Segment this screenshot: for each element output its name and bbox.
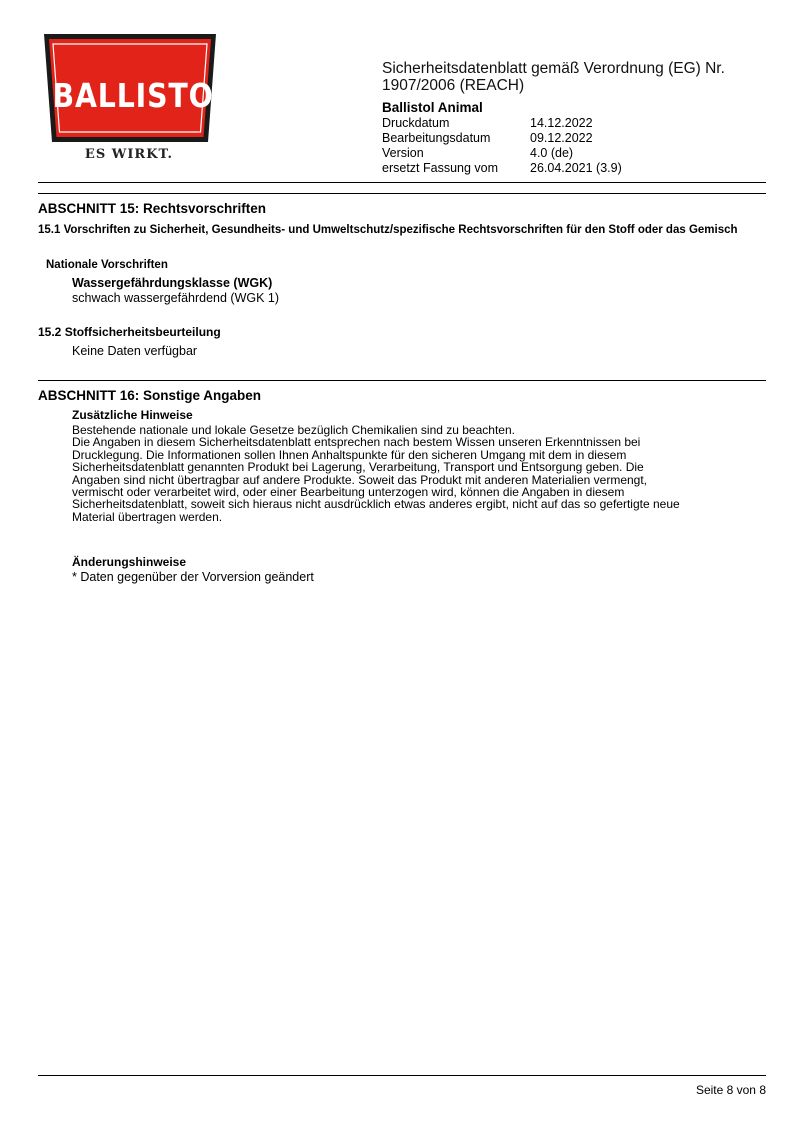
header-divider — [38, 182, 766, 183]
ballistol-logo — [40, 30, 242, 170]
document-meta — [382, 116, 622, 176]
section-15-2-heading: 15.2 Stoffsicherheitsbeurteilung — [38, 325, 221, 339]
meta-label: Druckdatum — [382, 116, 450, 130]
section-divider — [38, 380, 766, 381]
section-16-title: ABSCHNITT 16: Sonstige Angaben — [38, 388, 262, 403]
document-title: Sicherheitsdatenblatt gemäß Verordnung (EG) Nr. 1907/2006 (REACH) — [382, 60, 725, 94]
changes-text: * Daten gegenüber der Vorversion geändert — [72, 570, 314, 584]
meta-value: 14.12.2022 — [530, 116, 593, 130]
wgk-heading: Wassergefährdungsklasse (WGK) — [72, 276, 273, 290]
meta-label: Version — [382, 146, 424, 160]
logo-tagline: ES WIRKT. — [84, 147, 174, 162]
additional-notes-heading: Zusätzliche Hinweise — [72, 408, 193, 422]
national-regulations-heading: Nationale Vorschriften — [46, 259, 168, 271]
section-15-1-heading: 15.1 Vorschriften zu Sicherheit, Gesundheits- und Umweltschutz/spezifische Rechtsvorschriften für den Stoff oder das Gemisch — [38, 224, 738, 236]
page-number: Seite 8 von 8 — [695, 1083, 766, 1097]
meta-row — [382, 116, 622, 131]
meta-label: ersetzt Fassung vom — [382, 161, 499, 175]
changes-heading: Änderungshinweise — [72, 555, 187, 569]
section-15-2-value: Keine Daten verfügbar — [72, 344, 198, 358]
meta-row — [382, 146, 622, 161]
meta-row — [382, 161, 622, 176]
meta-value: 09.12.2022 — [530, 131, 593, 145]
product-name: Ballistol Animal — [382, 100, 483, 115]
header-divider — [38, 193, 766, 194]
wgk-value: schwach wassergefährdend (WGK 1) — [72, 291, 280, 305]
additional-notes-text: Bestehende nationale und lokale Gesetze bezüglich Chemikalien sind zu beachten. Die Angaben in diesem Sicherheitsdatenblatt entsprechen nach bestem Wissen unseren Erkenntnissen bei Drucklegung. Die Informationen sollen Ihnen Anhaltspunkte für den sicheren Umgang mit dem in diesem Sicherheitsdatenblatt genannten Produkt bei Lagerung, Verarbeitung, Transport und Entsorgung geben. Die Angaben sind nicht übertragbar auf andere Produkte. Soweit das Produkt mit anderen Materialien vermengt, vermischt oder verarbeitet wird, oder einer Bearbeitung unterzogen wird, können die Angaben in diesem Sicherheitsdatenblatt, soweit sich hieraus nicht ausdrücklich etwas anderes ergibt, nicht auf das so gefertigte neue Material übertragen werden. — [72, 423, 680, 524]
meta-row — [382, 131, 622, 146]
section-15-title: ABSCHNITT 15: Rechtsvorschriften — [38, 201, 267, 216]
footer-divider — [38, 1075, 766, 1076]
logo-brand: BALLISTOL® — [52, 76, 242, 115]
meta-label: Bearbeitungsdatum — [382, 131, 491, 145]
meta-value: 26.04.2021 (3.9) — [530, 161, 622, 175]
meta-value: 4.0 (de) — [530, 146, 574, 160]
